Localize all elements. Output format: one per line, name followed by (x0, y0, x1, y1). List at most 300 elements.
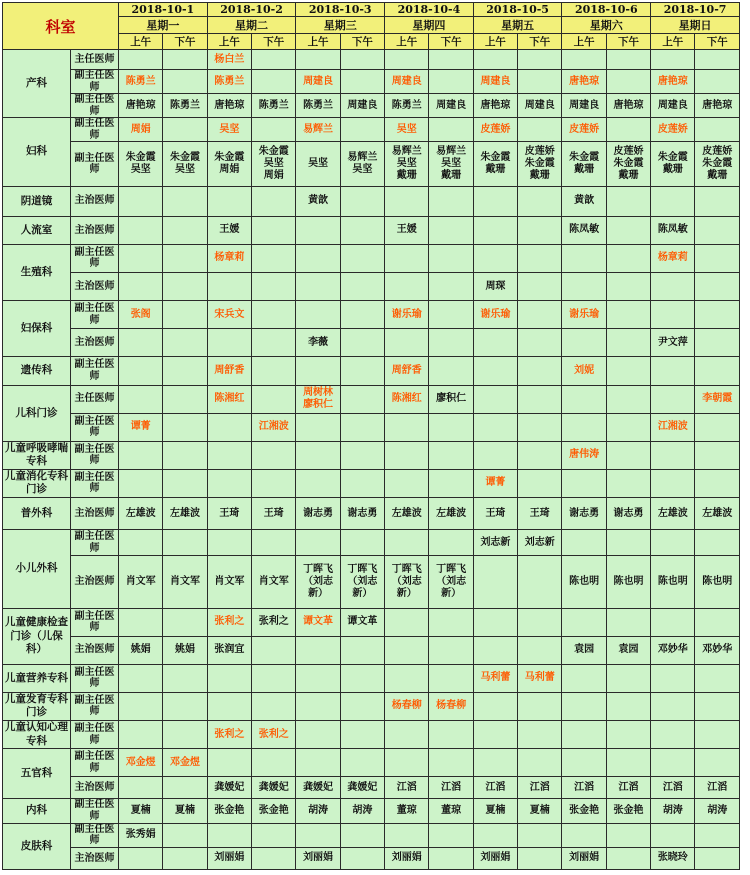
am-doctor-cell (296, 50, 340, 70)
am-doctor-cell: 刘丽娟 (473, 847, 517, 869)
am-doctor-cell: 杨白兰 (207, 50, 251, 70)
pm-doctor-cell (340, 823, 384, 847)
am-doctor-cell: 唐艳琼 (473, 94, 517, 118)
pm-doctor-cell (606, 329, 650, 357)
rank-label: 主治医师 (71, 498, 119, 530)
pm-doctor-cell (252, 186, 296, 216)
am-doctor-cell (562, 50, 606, 70)
am-doctor-cell (385, 273, 429, 301)
am-doctor-cell (119, 777, 163, 799)
am-doctor-cell (119, 385, 163, 413)
am-doctor-cell (562, 530, 606, 556)
am-doctor-cell: 张秀娟 (119, 823, 163, 847)
am-doctor-cell (651, 441, 695, 469)
am-doctor-cell: 江滔 (473, 777, 517, 799)
pm-doctor-cell (252, 847, 296, 869)
pm-doctor-cell (429, 70, 473, 94)
pm-doctor-cell (518, 413, 562, 441)
am-doctor-cell: 刘丽娟 (562, 847, 606, 869)
am-doctor-cell: 唐艳琼 (207, 94, 251, 118)
am-doctor-cell: 周建良 (651, 94, 695, 118)
am-doctor-cell (119, 244, 163, 272)
dept-label: 五官科 (3, 749, 71, 799)
pm-doctor-cell: 江滔 (606, 777, 650, 799)
pm-doctor-cell (606, 721, 650, 749)
pm-doctor-cell (606, 413, 650, 441)
pm-doctor-cell (606, 692, 650, 720)
pm-doctor-cell (252, 823, 296, 847)
am-doctor-cell: 邓金煜 (119, 749, 163, 777)
schedule-row (3, 385, 740, 413)
pm-doctor-cell (695, 847, 740, 869)
pm-doctor-cell (429, 50, 473, 70)
rank-label: 副主任医师 (71, 244, 119, 272)
rank-label: 副主任医师 (71, 530, 119, 556)
pm-doctor-cell (695, 721, 740, 749)
am-doctor-cell (562, 244, 606, 272)
weekday-header: 星期日 (651, 17, 740, 34)
rank-label: 主治医师 (71, 777, 119, 799)
pm-doctor-cell (340, 118, 384, 142)
rank-label: 主治医师 (71, 186, 119, 216)
pm-doctor-cell (695, 70, 740, 94)
pm-doctor-cell: 丁晖飞 （刘志 新） (429, 556, 473, 608)
pm-doctor-cell (695, 329, 740, 357)
pm-doctor-cell (252, 118, 296, 142)
dept-label: 内科 (3, 799, 71, 823)
pm-doctor-cell (163, 441, 207, 469)
rank-label: 副主任医师 (71, 721, 119, 749)
am-doctor-cell (651, 608, 695, 636)
am-doctor-cell: 肖文军 (119, 556, 163, 608)
am-doctor-cell (296, 301, 340, 329)
pm-doctor-cell (606, 50, 650, 70)
pm-header: 下午 (695, 34, 740, 50)
schedule-row (3, 469, 740, 497)
pm-doctor-cell: 皮莲娇 朱金霞 戴珊 (518, 142, 562, 186)
pm-doctor-cell: 陈勇兰 (252, 94, 296, 118)
rank-label: 副主任医师 (71, 94, 119, 118)
dept-label: 普外科 (3, 498, 71, 530)
am-doctor-cell (385, 50, 429, 70)
am-doctor-cell: 谭文革 (296, 608, 340, 636)
pm-doctor-cell: 龚媛妃 (252, 777, 296, 799)
schedule-row (3, 530, 740, 556)
pm-doctor-cell (695, 186, 740, 216)
am-doctor-cell (473, 692, 517, 720)
pm-doctor-cell: 董琼 (429, 799, 473, 823)
pm-doctor-cell (340, 186, 384, 216)
pm-doctor-cell (695, 273, 740, 301)
pm-header: 下午 (163, 34, 207, 50)
schedule-row (3, 692, 740, 720)
am-doctor-cell: 张晓玲 (651, 847, 695, 869)
pm-doctor-cell (695, 301, 740, 329)
pm-doctor-cell: 左雄波 (429, 498, 473, 530)
am-doctor-cell (473, 823, 517, 847)
pm-doctor-cell (518, 721, 562, 749)
am-doctor-cell: 陈勇兰 (385, 94, 429, 118)
am-doctor-cell: 宋兵文 (207, 301, 251, 329)
rank-label: 副主任医师 (71, 469, 119, 497)
am-doctor-cell: 袁园 (562, 636, 606, 664)
am-doctor-cell (119, 530, 163, 556)
pm-doctor-cell (606, 301, 650, 329)
am-doctor-cell: 刘丽娟 (296, 847, 340, 869)
am-doctor-cell (207, 413, 251, 441)
schedule-row (3, 498, 740, 530)
rank-label: 主治医师 (71, 556, 119, 608)
am-doctor-cell: 江滔 (651, 777, 695, 799)
pm-doctor-cell: 张金艳 (606, 799, 650, 823)
pm-doctor-cell: 张利之 (252, 608, 296, 636)
pm-doctor-cell (695, 664, 740, 692)
am-doctor-cell: 张利之 (207, 608, 251, 636)
pm-doctor-cell (606, 469, 650, 497)
am-doctor-cell: 张润宜 (207, 636, 251, 664)
pm-doctor-cell (606, 385, 650, 413)
pm-header: 下午 (518, 34, 562, 50)
pm-doctor-cell: 谢志勇 (340, 498, 384, 530)
pm-doctor-cell (429, 329, 473, 357)
pm-doctor-cell (518, 608, 562, 636)
pm-doctor-cell (340, 692, 384, 720)
pm-doctor-cell (606, 530, 650, 556)
pm-doctor-cell (518, 329, 562, 357)
rank-label: 副主任医师 (71, 441, 119, 469)
pm-doctor-cell (518, 118, 562, 142)
am-doctor-cell (473, 608, 517, 636)
am-doctor-cell (385, 530, 429, 556)
pm-doctor-cell (518, 441, 562, 469)
pm-doctor-cell (429, 636, 473, 664)
am-doctor-cell (385, 636, 429, 664)
am-doctor-cell (473, 721, 517, 749)
pm-doctor-cell: 丁晖飞 （刘志 新） (340, 556, 384, 608)
pm-doctor-cell: 周建良 (518, 94, 562, 118)
pm-doctor-cell: 陈勇兰 (163, 94, 207, 118)
am-doctor-cell (119, 721, 163, 749)
schedule-row (3, 357, 740, 385)
am-doctor-cell (385, 413, 429, 441)
am-doctor-cell (473, 329, 517, 357)
dept-label: 儿科门诊 (3, 385, 71, 441)
pm-doctor-cell (429, 530, 473, 556)
pm-doctor-cell (163, 186, 207, 216)
pm-doctor-cell (606, 186, 650, 216)
pm-doctor-cell (695, 608, 740, 636)
am-doctor-cell: 周舒香 (385, 357, 429, 385)
pm-doctor-cell: 邓妙华 (695, 636, 740, 664)
rank-label: 副主任医师 (71, 608, 119, 636)
pm-doctor-cell (429, 244, 473, 272)
dept-label: 妇保科 (3, 301, 71, 357)
schedule-row (3, 216, 740, 244)
am-doctor-cell: 夏楠 (119, 799, 163, 823)
am-doctor-cell: 周建良 (473, 70, 517, 94)
pm-doctor-cell (252, 636, 296, 664)
pm-doctor-cell: 陈也明 (606, 556, 650, 608)
pm-header: 下午 (606, 34, 650, 50)
pm-doctor-cell: 龚媛妃 (340, 777, 384, 799)
am-doctor-cell (119, 273, 163, 301)
am-doctor-cell: 张阁 (119, 301, 163, 329)
dept-label: 儿童健康检查门诊（儿保科） (3, 608, 71, 664)
pm-doctor-cell: 廖积仁 (429, 385, 473, 413)
pm-doctor-cell (518, 823, 562, 847)
pm-doctor-cell: 王琦 (252, 498, 296, 530)
am-doctor-cell (207, 469, 251, 497)
pm-doctor-cell: 张利之 (252, 721, 296, 749)
am-header: 上午 (119, 34, 163, 50)
am-doctor-cell (385, 608, 429, 636)
pm-doctor-cell (518, 216, 562, 244)
pm-doctor-cell (340, 413, 384, 441)
pm-header: 下午 (252, 34, 296, 50)
schedule-body (3, 50, 740, 870)
schedule-table-wrapper (2, 2, 740, 870)
dept-label: 皮肤科 (3, 823, 71, 870)
am-doctor-cell (119, 469, 163, 497)
rank-label: 主任医师 (71, 50, 119, 70)
am-doctor-cell (651, 301, 695, 329)
am-doctor-cell: 周娟 (119, 118, 163, 142)
am-doctor-cell: 胡涛 (296, 799, 340, 823)
schedule-row (3, 118, 740, 142)
pm-doctor-cell (518, 749, 562, 777)
pm-doctor-cell (695, 530, 740, 556)
pm-doctor-cell: 夏楠 (518, 799, 562, 823)
pm-doctor-cell: 江湘波 (252, 413, 296, 441)
pm-doctor-cell (163, 721, 207, 749)
pm-doctor-cell (163, 273, 207, 301)
date-header: 2018-10-1 (119, 3, 208, 17)
pm-doctor-cell (695, 469, 740, 497)
am-doctor-cell (385, 664, 429, 692)
am-doctor-cell: 朱金霞 吴坚 (119, 142, 163, 186)
am-doctor-cell (651, 50, 695, 70)
date-header: 2018-10-5 (473, 3, 562, 17)
am-doctor-cell: 龚媛妃 (207, 777, 251, 799)
dept-label: 产科 (3, 50, 71, 118)
date-header: 2018-10-4 (385, 3, 474, 17)
pm-doctor-cell (606, 664, 650, 692)
schedule-row (3, 273, 740, 301)
pm-doctor-cell (252, 301, 296, 329)
pm-doctor-cell (429, 608, 473, 636)
am-doctor-cell (296, 441, 340, 469)
pm-doctor-cell (695, 118, 740, 142)
am-doctor-cell: 江滔 (562, 777, 606, 799)
am-doctor-cell (473, 50, 517, 70)
pm-doctor-cell (340, 441, 384, 469)
pm-doctor-cell: 夏楠 (163, 799, 207, 823)
am-doctor-cell (119, 608, 163, 636)
pm-doctor-cell (518, 186, 562, 216)
pm-doctor-cell (340, 749, 384, 777)
rank-label: 副主任医师 (71, 749, 119, 777)
am-header: 上午 (207, 34, 251, 50)
am-doctor-cell (296, 530, 340, 556)
pm-doctor-cell: 陈也明 (695, 556, 740, 608)
pm-doctor-cell: 周建良 (429, 94, 473, 118)
pm-doctor-cell: 姚娟 (163, 636, 207, 664)
schedule-row (3, 749, 740, 777)
pm-doctor-cell (518, 469, 562, 497)
weekday-header: 星期二 (207, 17, 296, 34)
am-doctor-cell (651, 692, 695, 720)
rank-label: 副主任医师 (71, 357, 119, 385)
pm-doctor-cell (429, 749, 473, 777)
pm-doctor-cell: 袁园 (606, 636, 650, 664)
am-doctor-cell (473, 186, 517, 216)
am-doctor-cell: 唐伟涛 (562, 441, 606, 469)
pm-doctor-cell: 肖文军 (163, 556, 207, 608)
am-doctor-cell: 朱金霞 戴珊 (473, 142, 517, 186)
am-doctor-cell (651, 721, 695, 749)
am-doctor-cell: 左雄波 (119, 498, 163, 530)
weekday-header: 星期四 (385, 17, 474, 34)
am-doctor-cell: 谢乐瑜 (473, 301, 517, 329)
pm-doctor-cell (163, 70, 207, 94)
am-doctor-cell: 陈湘红 (385, 385, 429, 413)
am-doctor-cell: 王媛 (385, 216, 429, 244)
pm-doctor-cell (163, 777, 207, 799)
pm-doctor-cell: 张金艳 (252, 799, 296, 823)
am-doctor-cell: 朱金霞 周娟 (207, 142, 251, 186)
am-doctor-cell (385, 186, 429, 216)
schedule-row (3, 413, 740, 441)
am-doctor-cell: 吴坚 (296, 142, 340, 186)
pm-doctor-cell (252, 50, 296, 70)
schedule-row (3, 556, 740, 608)
am-doctor-cell (473, 556, 517, 608)
am-doctor-cell (473, 749, 517, 777)
am-doctor-cell: 陈勇兰 (119, 70, 163, 94)
pm-doctor-cell (163, 469, 207, 497)
am-doctor-cell: 唐艳琼 (119, 94, 163, 118)
am-doctor-cell: 谭菁 (473, 469, 517, 497)
dept-header: 科室 (3, 3, 119, 50)
schedule-row (3, 847, 740, 869)
am-doctor-cell (562, 273, 606, 301)
pm-doctor-cell (252, 329, 296, 357)
rank-label: 副主任医师 (71, 142, 119, 186)
pm-doctor-cell (163, 216, 207, 244)
am-doctor-cell (473, 244, 517, 272)
pm-doctor-cell (340, 530, 384, 556)
pm-doctor-cell (518, 244, 562, 272)
pm-doctor-cell (518, 636, 562, 664)
pm-doctor-cell (252, 692, 296, 720)
pm-doctor-cell (252, 530, 296, 556)
am-doctor-cell (562, 721, 606, 749)
am-doctor-cell (562, 749, 606, 777)
pm-doctor-cell (518, 692, 562, 720)
pm-doctor-cell: 左雄波 (163, 498, 207, 530)
pm-doctor-cell (429, 823, 473, 847)
am-doctor-cell: 左雄波 (651, 498, 695, 530)
schedule-row (3, 301, 740, 329)
am-doctor-cell (651, 823, 695, 847)
pm-doctor-cell (606, 441, 650, 469)
rank-label: 副主任医师 (71, 799, 119, 823)
am-doctor-cell: 周建良 (385, 70, 429, 94)
am-doctor-cell: 易辉兰 (296, 118, 340, 142)
am-doctor-cell: 朱金霞 戴珊 (651, 142, 695, 186)
pm-doctor-cell: 易辉兰 吴坚 (340, 142, 384, 186)
weekday-header: 星期六 (562, 17, 651, 34)
am-header: 上午 (296, 34, 340, 50)
pm-doctor-cell (340, 357, 384, 385)
am-doctor-cell (473, 357, 517, 385)
rank-label: 主治医师 (71, 329, 119, 357)
am-doctor-cell: 姚娟 (119, 636, 163, 664)
am-doctor-cell: 陈也明 (562, 556, 606, 608)
schedule-row (3, 441, 740, 469)
pm-doctor-cell (518, 847, 562, 869)
rank-label: 副主任医师 (71, 413, 119, 441)
pm-doctor-cell (340, 847, 384, 869)
am-doctor-cell: 陈凤敏 (651, 216, 695, 244)
schedule-row (3, 70, 740, 94)
am-doctor-cell (207, 823, 251, 847)
pm-doctor-cell (518, 556, 562, 608)
am-doctor-cell: 谭菁 (119, 413, 163, 441)
dept-label: 生殖科 (3, 244, 71, 300)
date-header: 2018-10-2 (207, 3, 296, 17)
pm-doctor-cell: 江滔 (429, 777, 473, 799)
schedule-row (3, 608, 740, 636)
am-doctor-cell: 张利之 (207, 721, 251, 749)
am-doctor-cell (296, 749, 340, 777)
pm-header: 下午 (340, 34, 384, 50)
pm-doctor-cell (340, 70, 384, 94)
pm-doctor-cell (163, 823, 207, 847)
rank-label: 主治医师 (71, 273, 119, 301)
pm-doctor-cell (163, 608, 207, 636)
dept-label: 遗传科 (3, 357, 71, 385)
am-doctor-cell: 皮莲娇 (651, 118, 695, 142)
pm-doctor-cell: 胡涛 (695, 799, 740, 823)
rank-label: 主治医师 (71, 847, 119, 869)
pm-header: 下午 (429, 34, 473, 50)
pm-doctor-cell (606, 357, 650, 385)
am-doctor-cell: 王媛 (207, 216, 251, 244)
pm-doctor-cell: 江滔 (518, 777, 562, 799)
rank-label: 副主任医师 (71, 692, 119, 720)
am-doctor-cell (385, 749, 429, 777)
am-doctor-cell (296, 823, 340, 847)
am-header: 上午 (651, 34, 695, 50)
am-doctor-cell: 陈也明 (651, 556, 695, 608)
am-doctor-cell: 周树林 廖积仁 (296, 385, 340, 413)
am-doctor-cell: 朱金霞 戴珊 (562, 142, 606, 186)
am-doctor-cell: 周琛 (473, 273, 517, 301)
am-doctor-cell (119, 216, 163, 244)
schedule-row (3, 142, 740, 186)
pm-doctor-cell (340, 50, 384, 70)
am-doctor-cell (562, 329, 606, 357)
pm-doctor-cell: 李朝霞 (695, 385, 740, 413)
am-doctor-cell: 黄歆 (562, 186, 606, 216)
schedule-row (3, 721, 740, 749)
pm-doctor-cell (695, 823, 740, 847)
date-header: 2018-10-7 (651, 3, 740, 17)
am-doctor-cell (473, 636, 517, 664)
am-doctor-cell (207, 186, 251, 216)
am-doctor-cell: 唐艳琼 (651, 70, 695, 94)
